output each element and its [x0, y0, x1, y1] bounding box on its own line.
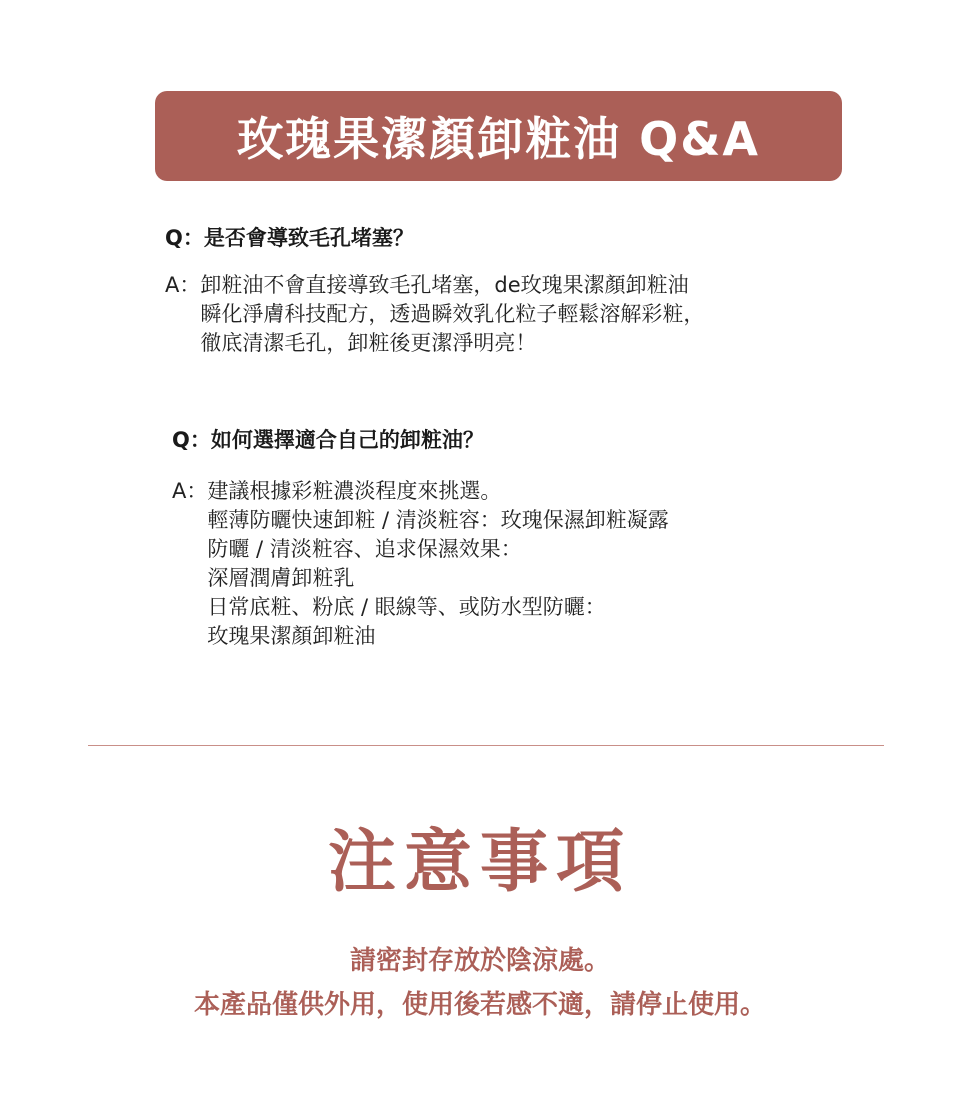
question-row: [172, 426, 669, 455]
question-text: 如何選擇適合自己的卸粧油？: [210, 428, 484, 452]
answer-line: 防曬 / 清淡粧容、追求保濕效果：: [207, 537, 522, 561]
answer-line: 徹底清潔毛孔，卸粧後更潔淨明亮！: [200, 331, 537, 355]
answer-line: 卸粧油不會直接導致毛孔堵塞，de玫瑰果潔顏卸粧油: [200, 273, 689, 297]
question-prefix: Q：: [172, 428, 211, 452]
title-banner: [155, 91, 842, 181]
answer-row: [165, 271, 704, 358]
question-text: 是否會導致毛孔堵塞？: [203, 226, 414, 250]
section-divider: [88, 745, 884, 746]
answer-line: 深層潤膚卸粧乳: [207, 566, 355, 590]
answer-text: [200, 271, 704, 358]
answer-row: [172, 477, 669, 651]
question-prefix: Q：: [165, 226, 204, 250]
notice-line: 本產品僅供外用，使用後若感不適，請停止使用。: [193, 990, 766, 1020]
answer-text: [207, 477, 668, 651]
answer-line: 玫瑰果潔顏卸粧油: [207, 624, 376, 648]
page-title: 玫瑰果潔顏卸粧油 Q&A: [237, 112, 760, 166]
notice-heading: 注意事項: [327, 823, 632, 902]
answer-prefix: A：: [172, 479, 208, 503]
answer-prefix: A：: [165, 273, 201, 297]
answer-line: 建議根據彩粧濃淡程度來挑選。: [207, 479, 502, 503]
answer-line: 日常底粧、粉底 / 眼線等、或防水型防曬：: [207, 595, 606, 619]
notice-line: 請密封存放於陰涼處。: [349, 946, 610, 976]
qa-item: [172, 426, 669, 651]
qa-item: [165, 224, 704, 358]
answer-line: 瞬化淨膚科技配方，透過瞬效乳化粒子輕鬆溶解彩粧，: [200, 302, 705, 326]
question-row: [165, 224, 704, 253]
answer-line: 輕薄防曬快速卸粧 / 清淡粧容：玫瑰保濕卸粧凝露: [207, 508, 669, 532]
